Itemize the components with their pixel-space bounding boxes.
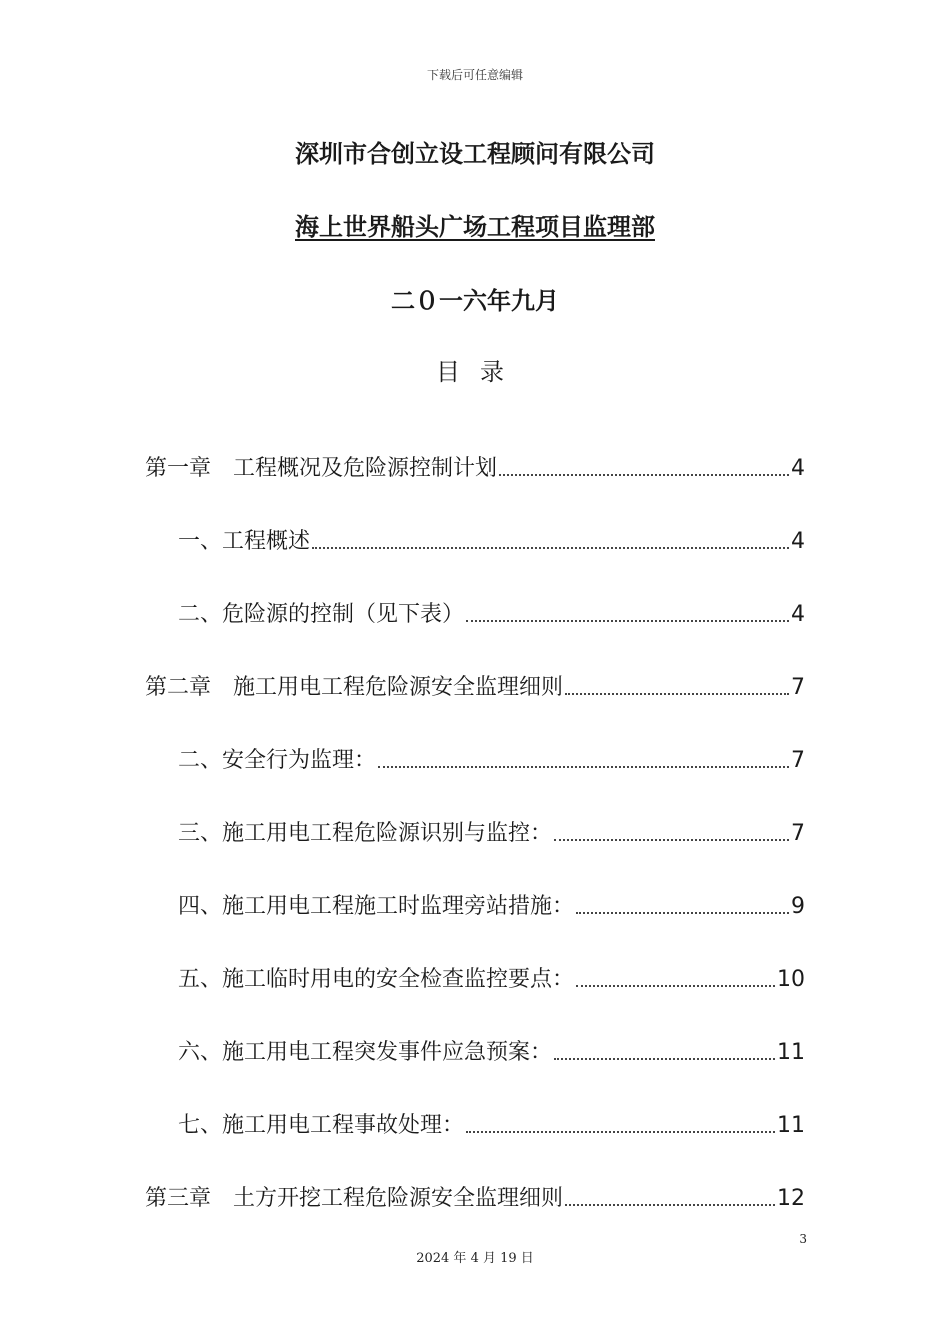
toc-entry-label: 七、施工用电工程事故处理：: [178, 1113, 465, 1138]
toc-entry-page: 9: [791, 894, 805, 919]
company-title: 深圳市合创立设工程顾问有限公司: [295, 140, 655, 168]
toc-entry-label: 三、施工用电工程危险源识别与监控：: [178, 821, 553, 846]
document-date: 二０一六年九月: [391, 287, 559, 315]
toc-leader-dots: [378, 766, 789, 768]
header-note: 下载后可任意编辑: [426, 68, 523, 82]
toc-entry-section[interactable]: [178, 1107, 805, 1141]
toc-leader-dots: [499, 474, 789, 476]
toc-entry-page: 11: [777, 1113, 805, 1138]
toc-entry-label: 二、危险源的控制（见下表）: [178, 602, 465, 627]
footer-date: 2024 年 4 月 19 日: [416, 1251, 534, 1266]
toc-entry-page: 4: [791, 602, 805, 627]
page-number: 3: [799, 1232, 807, 1246]
toc-entry-label: 第三章 土方开挖工程危险源安全监理细则: [145, 1186, 564, 1211]
toc-entry-page: 12: [777, 1186, 805, 1211]
toc-entry-section[interactable]: [178, 888, 805, 922]
toc-leader-dots: [466, 620, 789, 622]
toc-entry-page: 7: [791, 675, 805, 700]
toc-entry-section[interactable]: [178, 742, 805, 776]
toc-entry-page: 10: [777, 967, 805, 992]
toc-entry-page: 11: [777, 1040, 805, 1065]
toc-leader-dots: [312, 547, 789, 549]
toc-entry-label: 第二章 施工用电工程危险源安全监理细则: [145, 675, 564, 700]
toc-entry-section[interactable]: [178, 961, 805, 995]
toc-entry-label: 第一章 工程概况及危险源控制计划: [145, 456, 498, 481]
toc-entry-section[interactable]: [178, 815, 805, 849]
toc-heading: 目录: [436, 358, 524, 386]
toc-entry-label: 一、工程概述: [178, 529, 311, 554]
toc-entry-label: 四、施工用电工程施工时监理旁站措施：: [178, 894, 575, 919]
toc-leader-dots: [466, 1131, 775, 1133]
toc-entry-page: 4: [791, 456, 805, 481]
toc-entry-chapter-1[interactable]: [145, 450, 805, 484]
toc-entry-chapter-3[interactable]: [145, 1180, 805, 1214]
toc-leader-dots: [565, 1204, 775, 1206]
toc-entry-section[interactable]: [178, 523, 805, 557]
toc-entry-section[interactable]: [178, 596, 805, 630]
toc-entry-page: 7: [791, 821, 805, 846]
toc-entry-section[interactable]: [178, 1034, 805, 1068]
toc-entry-label: 六、施工用电工程突发事件应急预案：: [178, 1040, 553, 1065]
toc-entry-label: 二、安全行为监理：: [178, 748, 377, 773]
toc-leader-dots: [576, 985, 775, 987]
toc-entry-label: 五、施工临时用电的安全检查监控要点：: [178, 967, 575, 992]
toc-leader-dots: [554, 839, 789, 841]
toc-leader-dots: [576, 912, 789, 914]
toc-entry-page: 7: [791, 748, 805, 773]
toc-entry-chapter-2[interactable]: [145, 669, 805, 703]
toc-entry-page: 4: [791, 529, 805, 554]
toc-leader-dots: [554, 1058, 775, 1060]
toc-leader-dots: [565, 693, 789, 695]
project-title: 海上世界船头广场工程项目监理部: [295, 213, 655, 241]
